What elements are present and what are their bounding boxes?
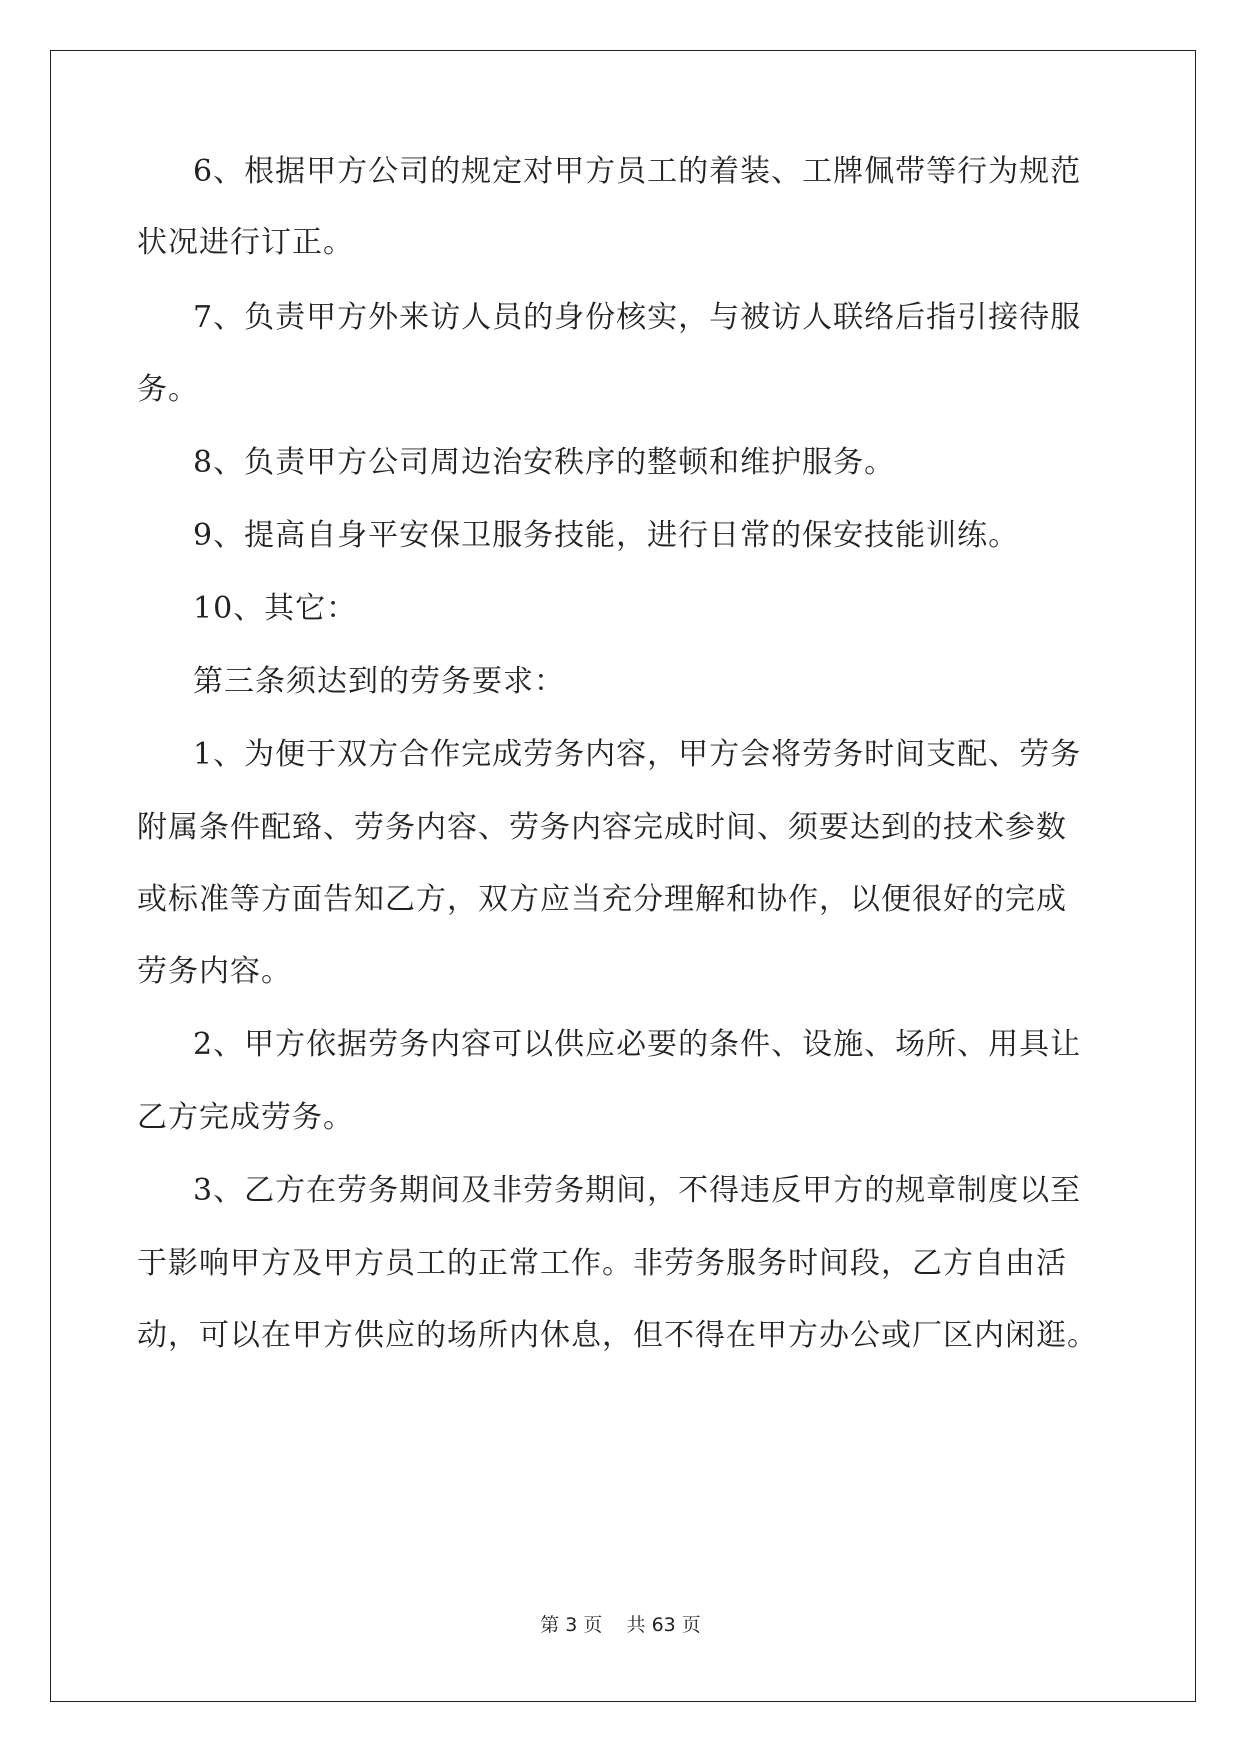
paragraph-line: 3、乙方在劳务期间及非劳务期间，不得违反甲方的规章制度以至 bbox=[193, 1173, 1082, 1208]
paragraph-line: 动，可以在甲方供应的场所内休息，但不得在甲方办公或厂区内闲逛。 bbox=[137, 1318, 1098, 1353]
paragraph-line: 或标准等方面告知乙方，双方应当充分理解和协作，以便很好的完成 bbox=[137, 882, 1067, 917]
paragraph-line: 8、负责甲方公司周边治安秩序的整顿和维护服务。 bbox=[193, 445, 896, 480]
paragraph-line: 附属条件配臵、劳务内容、劳务内容完成时间、须要达到的技术参数 bbox=[137, 810, 1067, 845]
paragraph-line: 10、其它： bbox=[193, 591, 358, 626]
paragraph-line: 6、根据甲方公司的规定对甲方员工的着装、工牌佩带等行为规范 bbox=[193, 154, 1082, 189]
paragraph-line: 1、为便于双方合作完成劳务内容，甲方会将劳务时间支配、劳务 bbox=[193, 737, 1082, 772]
paragraph-line: 状况进行订正。 bbox=[137, 225, 354, 260]
page-border bbox=[50, 50, 1196, 1702]
paragraph-line: 于影响甲方及甲方员工的正常工作。非劳务服务时间段，乙方自由活 bbox=[137, 1246, 1067, 1281]
paragraph-line: 2、甲方依据劳务内容可以供应必要的条件、设施、场所、用具让 bbox=[193, 1027, 1082, 1062]
paragraph-line: 务。 bbox=[137, 372, 199, 407]
paragraph-line: 乙方完成劳务。 bbox=[137, 1100, 354, 1135]
page-footer bbox=[0, 1613, 1241, 1637]
paragraph-line: 7、负责甲方外来访人员的身份核实，与被访人联络后指引接待服 bbox=[193, 300, 1082, 335]
page-number: 第 3 页 bbox=[540, 1614, 603, 1636]
paragraph-line: 9、提高自身平安保卫服务技能，进行日常的保安技能训练。 bbox=[193, 518, 1020, 553]
paragraph-line: 劳务内容。 bbox=[137, 954, 292, 989]
section-heading: 第三条须达到的劳务要求： bbox=[193, 664, 565, 699]
total-pages: 共 63 页 bbox=[626, 1614, 701, 1636]
